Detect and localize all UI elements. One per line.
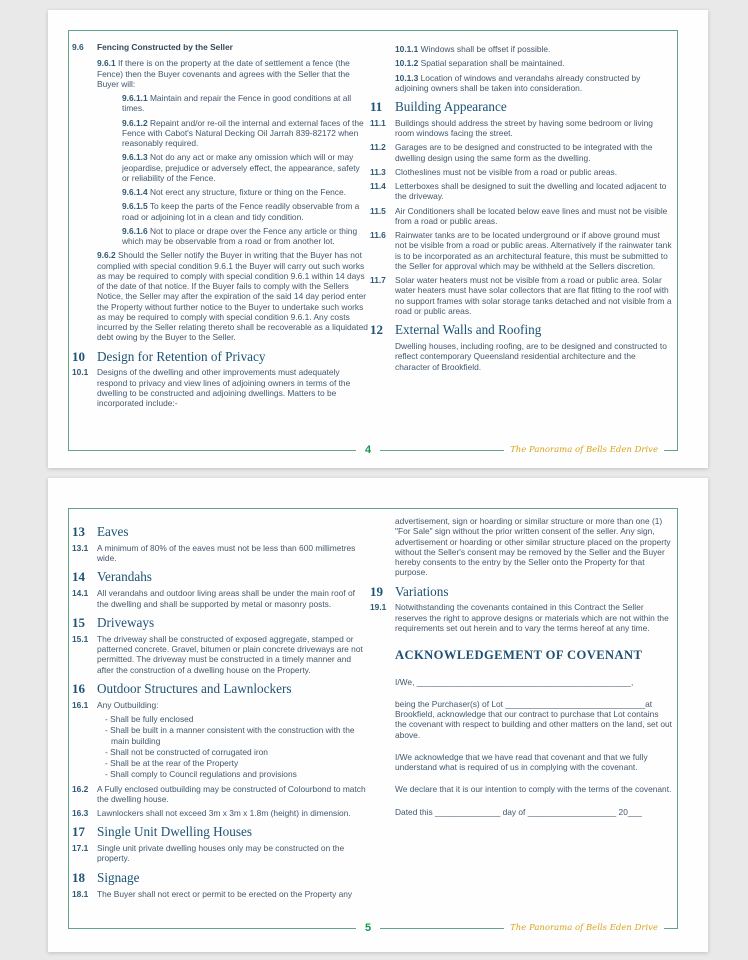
paragraph-text: advertisement, sign or hoarding or similar structure or more than one (1) "For Sale" sign without the prior written consent of the seller. Any sign, advertisement or hoarding or other similar structure placed on the property without the Seller's consent may be removed by the Seller and the Buyer hereby consents to the entry by the Seller onto the Property for that purpose.: [395, 516, 671, 578]
clause: [72, 889, 368, 899]
clause-number: 9.6.1.6: [122, 225, 148, 236]
section-number: 18: [72, 869, 85, 885]
section-heading: [72, 349, 368, 365]
paragraph-text: Repaint and/or re-oil the internal and external faces of the Fence with Cabot's Natural Decking Oil Jarrah 839-82172 when reasonably required.: [122, 117, 364, 148]
clause-number: 16.1: [72, 699, 89, 710]
bullet-item: - Shall comply to Council regulations and provisions: [105, 769, 297, 780]
section-number: 10: [72, 348, 85, 364]
clause-number: 16.2: [72, 783, 89, 794]
clause-text: Designs of the dwelling and other improvements must adequately respond to privacy and view lines of adjoining owners in terms of the dwelling to be constructed and adjoining dwellings. Matters to be incorporated include:-: [97, 367, 351, 409]
clause-text: Solar water heaters must not be visible from a road or public area. Solar water heaters must have solar collectors that are flat fitting to the roof with no support frames with solar storage tanks detached and not visible from a road or public areas.: [395, 275, 672, 316]
clause-number: 10.1.2: [395, 58, 419, 69]
clause: [370, 181, 672, 202]
paragraph-text: I/We acknowledge that we have read that covenant and that we fully understand what is required of us in complying with the covenant.: [395, 751, 648, 773]
section-heading: [72, 524, 368, 540]
paragraph-text: Not to place or drape over the Fence any article or thing which may be observable from a road or from another lot.: [122, 225, 358, 246]
section-number: 14: [72, 569, 85, 585]
clause: [370, 167, 672, 177]
section-number: 12: [370, 322, 383, 338]
acknowledgement-heading: ACKNOWLEDGEMENT OF COVENANT: [395, 648, 643, 663]
page4-footer: [68, 444, 678, 456]
clause-text: The Buyer shall not erect or permit to be erected on the Property any: [97, 888, 353, 899]
section-title: Eaves: [97, 524, 129, 539]
page5-right-column: [370, 516, 672, 821]
clause: [370, 602, 672, 633]
paragraph: [72, 187, 368, 197]
section-heading: [72, 569, 368, 585]
bullet-item: - Shall not be constructed of corrugated iron: [105, 746, 268, 757]
page5-left-column: [72, 518, 368, 903]
clause: [72, 634, 368, 675]
footer-rule-left: [68, 928, 356, 929]
clause-number: 11.7: [370, 275, 386, 286]
section-heading: [72, 870, 368, 886]
clause-number: 10.1.1: [395, 44, 419, 54]
clause-number: 16.3: [72, 808, 89, 818]
clause: [72, 543, 368, 564]
section-title: Design for Retention of Privacy: [97, 348, 266, 364]
clause-text: A minimum of 80% of the eaves must not be less than 600 millimetres wide.: [97, 542, 356, 564]
paragraph: [370, 341, 672, 372]
clause-number: 10.1: [72, 367, 89, 378]
bullet-item: - Shall be fully enclosed: [105, 714, 194, 724]
paragraph-text: Not do any act or make any omission which will or may jeopardise, prejudice or adversely effect, the appearance, safety or reliability of the Fence.: [122, 152, 360, 183]
paragraph-text: Dwelling houses, including roofing, are to be designed and constructed to reflect contemporary Queensland residential architecture and the character of Brookfield.: [395, 341, 667, 372]
clause-number: 10.1.3: [395, 72, 419, 83]
page-number: 4: [365, 444, 372, 456]
paragraph: [72, 93, 368, 114]
clause-text: Letterboxes shall be designed to suit the dwelling and located adjacent to the driveway.: [395, 181, 667, 202]
footer-script-title: The Panorama of Bells Eden Drive: [510, 923, 658, 933]
page-number: 5: [365, 922, 372, 934]
clause-number: 9.6: [72, 42, 84, 52]
paragraph-text: Location of windows and verandahs already constructed by adjoining owners shall be taken into consideration.: [395, 72, 641, 93]
section-heading: [370, 584, 672, 600]
clause: [72, 700, 368, 710]
clause: [370, 142, 672, 163]
clause: [370, 118, 672, 139]
clause-text: Any Outbuilding:: [97, 699, 159, 710]
paragraph-text: Not erect any structure, fixture or thing on the Fence.: [149, 187, 346, 197]
clause-number: 9.6.1.3: [122, 152, 148, 163]
clause-text: Rainwater tanks are to be located underground or if above ground must not be visible from a road or public areas. Alternatively if the rainwater tank is to be incorporated as an architectural feature, this must be submitted to the Seller for approval which may be withheld at the Sellers discretion.: [395, 230, 672, 271]
footer-rule-middle: [380, 450, 504, 451]
section-heading: [72, 681, 368, 697]
paragraph: [72, 152, 368, 183]
paragraph: [72, 58, 368, 89]
section-title: Single Unit Dwelling Houses: [97, 824, 252, 840]
clause: [72, 808, 368, 818]
section-title: Verandahs: [97, 569, 152, 585]
clause: [72, 42, 368, 52]
paragraph: [370, 699, 672, 740]
section-number: 16: [72, 680, 85, 696]
clause: [370, 230, 672, 271]
paragraph: [72, 118, 368, 149]
clause-number: 11.3: [370, 166, 386, 177]
clause-text: Air Conditioners shall be located below eave lines and must not be visible from a road or public areas.: [395, 205, 668, 226]
page4-left-column: [72, 42, 368, 412]
paragraph-text: Spatial separation shall be maintained.: [420, 58, 565, 69]
clause-number: 9.6.1.2: [122, 117, 148, 128]
clause-number: 11.6: [370, 230, 386, 241]
paragraph-text: I/We, ______________________________________________,: [395, 676, 634, 687]
paragraph: [72, 226, 368, 247]
clause-text: Buildings should address the street by having some bedroom or living room windows facing the street.: [395, 117, 653, 139]
paragraph-text: To keep the parts of the Fence readily observable from a road or adjoining lot in a clean and tidy condition.: [122, 201, 360, 222]
clause-text: Fencing Constructed by the Seller: [97, 42, 233, 52]
section-heading: [370, 322, 672, 338]
clause-number: 13.1: [72, 542, 89, 553]
section-number: 17: [72, 824, 85, 840]
clause: [72, 367, 368, 408]
paragraph-text: Windows shall be offset if possible.: [420, 44, 551, 54]
clause-text: Clotheslines must not be visible from a road or public areas.: [395, 166, 618, 177]
clause: [370, 275, 672, 316]
section-title: Building Appearance: [395, 99, 507, 114]
clause-number: 9.6.2: [97, 250, 116, 261]
clause-text: All verandahs and outdoor living areas shall be under the main roof of the dwelling and shall be supported by metal or masonry posts.: [97, 588, 355, 609]
paragraph-text: being the Purchaser(s) of Lot ______________________________at Brookfield, acknowledge that our contract to purchase that Lot contains the covenant with respect to building and other matters on the land, set out above.: [395, 698, 673, 740]
section-title: Driveways: [97, 614, 155, 630]
clause-number: 9.6.1: [97, 58, 116, 69]
footer-rule-left: [68, 450, 356, 451]
paragraph-text: Maintain and repair the Fence in good conditions at all times.: [122, 93, 352, 114]
paragraph: [370, 784, 672, 794]
clause-text: Notwithstanding the covenants contained in this Contract the Seller reserves the right to approve designs or materials which are not within the requirements set out herein and to vary the terms hereof at any time.: [395, 602, 669, 633]
clause-text: A Fully enclosed outbuilding may be constructed of Colourbond to match the dwelling house.: [97, 783, 366, 804]
clause-number: 9.6.1.4: [122, 187, 148, 197]
clause-number: 19.1: [370, 602, 387, 613]
footer-rule-right: [664, 450, 678, 451]
section-title: Outdoor Structures and Lawnlockers: [97, 680, 292, 696]
footer-rule-middle: [380, 928, 504, 929]
paragraph-text: Should the Seller notify the Buyer in writing that the Buyer has not complied with special condition 9.6.1 the Buyer will carry out such works as may be required to comply with special condition 9.6.1 within 14 days of the date of that notice. If the Buyer fails to comply with the Sellers Notice, the Seller may after the expiration of the said 14 day period enter the Property without further notice to the Buyer to undertake such works as may be required to comply with special condition 9.6.1. Any costs incurred by the Seller relating thereto shall be recoverable as a liquidated debt owing by the Buyer to the Seller.: [97, 250, 368, 343]
section-number: 11: [370, 99, 383, 114]
clause-text: Single unit private dwelling houses only may be constructed on the property.: [97, 843, 345, 864]
page4-right-column: [370, 44, 672, 376]
section-title: External Walls and Roofing: [395, 322, 542, 338]
paragraph: [370, 73, 672, 94]
paragraph: [370, 516, 672, 578]
paragraph: [370, 58, 672, 68]
section-title: Signage: [97, 869, 140, 885]
clause: [72, 784, 368, 805]
clause-text: Garages are to be designed and constructed to be integrated with the dwelling design using the same form as the dwelling.: [395, 142, 653, 163]
bullet-item: - Shall be built in a manner consistent with the construction with the main building: [105, 725, 355, 746]
bullet-list: [72, 714, 368, 780]
document-page-5: [48, 478, 708, 952]
section-number: 15: [72, 614, 85, 630]
clause-number: 11.4: [370, 181, 386, 192]
section-number: 19: [370, 583, 383, 599]
section-heading: [370, 99, 672, 115]
paragraph: [370, 752, 672, 773]
section-number: 13: [72, 524, 85, 539]
document-page-4: [48, 10, 708, 468]
section-heading: [72, 615, 368, 631]
clause: [72, 588, 368, 609]
clause: [72, 843, 368, 864]
clause-number: 18.1: [72, 888, 89, 899]
clause-number: 11.1: [370, 117, 386, 128]
section-heading: [72, 824, 368, 840]
clause: [370, 206, 672, 227]
clause-text: The driveway shall be constructed of exposed aggregate, stamped or patterned concrete. Gravel, bitumen or plain concrete driveways are not permitted. The driveway must be constructed in a timely manner and after the construction of a dwelling house on the Property.: [97, 633, 363, 675]
paragraph: [72, 201, 368, 222]
paragraph: [72, 250, 368, 342]
page5-footer: [68, 922, 678, 934]
bullet-item: - Shall be at the rear of the Property: [105, 758, 239, 768]
clause-number: 17.1: [72, 843, 89, 854]
clause-number: 9.6.1.1: [122, 93, 148, 103]
clause-number: 15.1: [72, 633, 89, 644]
paragraph-text: If there is on the property at the date of settlement a fence (the Fence) then the Buyer covenants and agrees with the Seller that the Buyer will:: [97, 58, 350, 89]
clause-number: 9.6.1.5: [122, 201, 148, 212]
clause-number: 11.5: [370, 205, 386, 216]
clause-text: Lawnlockers shall not exceed 3m x 3m x 1.8m (height) in dimension.: [97, 808, 351, 818]
paragraph: [370, 677, 672, 687]
footer-script-title: The Panorama of Bells Eden Drive: [510, 445, 658, 455]
paragraph: [370, 807, 672, 817]
clause-number: 14.1: [72, 588, 89, 599]
clause-number: 11.2: [370, 142, 386, 153]
paragraph: [370, 44, 672, 54]
paragraph-text: Dated this ______________ day of ___________________ 20___: [395, 806, 642, 817]
footer-rule-right: [664, 928, 678, 929]
paragraph-text: We declare that it is our intention to comply with the terms of the covenant.: [395, 784, 672, 795]
section-title: Variations: [395, 583, 449, 599]
